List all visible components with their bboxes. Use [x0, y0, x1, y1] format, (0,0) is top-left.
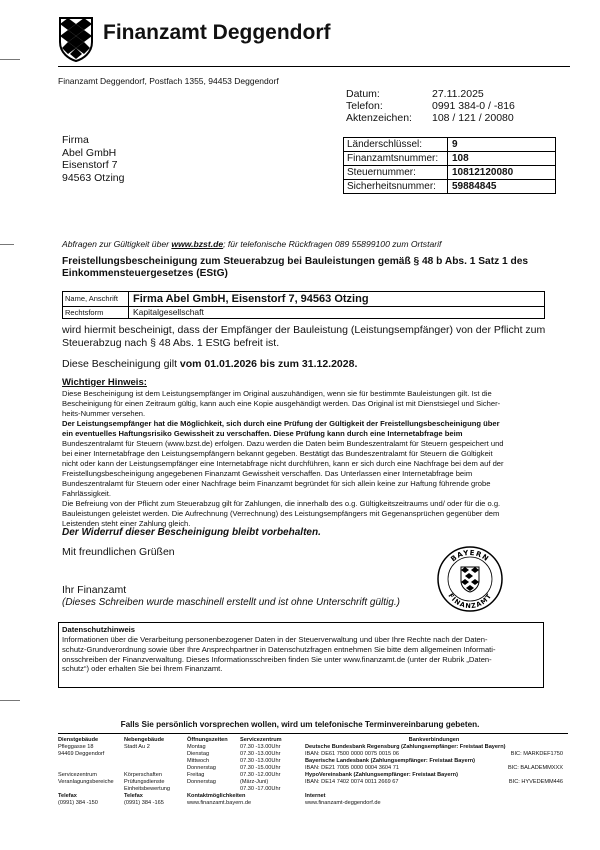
seal-bottom-text: FINANZAMT	[446, 591, 494, 611]
recipient-line: Firma	[62, 134, 89, 146]
footer-item: Telefax	[124, 793, 143, 799]
footer-item: Servicezentrum	[240, 737, 282, 743]
phone-value: 0991 384-0 / -816	[432, 100, 515, 112]
footer-item: Dienstag	[187, 751, 210, 757]
code-row	[344, 152, 555, 166]
legal-form-value: Kapitalgesellschaft	[133, 307, 204, 317]
footer-item: Einheitsbewertung	[124, 786, 171, 792]
validity-period	[62, 358, 357, 370]
footer-banks	[305, 744, 563, 807]
footer-item: 07.30 -12.00Uhr	[240, 772, 281, 778]
code-label: Sicherheitsnummer:	[344, 180, 448, 193]
footer-item: Montag	[187, 744, 206, 750]
validity-prefix: Diese Bescheinigung gilt	[62, 358, 180, 370]
code-value: 59884845	[452, 181, 497, 192]
privacy-line: Informationen über die Verarbeitung personenbezogener Daten in der Steuerverwaltung und über Ihre Rechte nach der Daten-	[62, 635, 488, 644]
code-label: Länderschlüssel:	[344, 138, 448, 151]
footer-item: Prüfungsdienste	[124, 779, 165, 785]
footer-service-hours	[240, 737, 302, 807]
bank-name: Deutsche Bundesbank Regensburg (Zahlungsempfänger: Freistaat Bayern)	[305, 744, 506, 750]
notice-line: Bescheinigung für einen Zeitraum gültig, kann auch eine Kopie ausgehändigt werden. Das Original ist mit Dienstsiegel und Sicher-	[62, 399, 501, 408]
notice-line: bei einer Internetabfrage den Leistungsempfängern bekannt gegeben. Bestätigt das Bundeszentralamt für Steuern die Gültigkeit	[62, 449, 493, 458]
notice-line: ein eventuelles Haftungsrisiko Gewissheit zu verschaffen. Diese Prüfung kann durch eine Internetabfrage beim	[62, 429, 463, 438]
bavarian-coat-of-arms-icon	[58, 16, 94, 62]
footer-item: Nebengebäude	[124, 737, 165, 743]
notice-line: Die Befreiung von der Pflicht zum Steuerabzug gilt für Zahlungen, die innerhalb des o.g. Gültigkeitszeitraums und/ oder für die o.g.	[62, 499, 501, 508]
internet-label: Internet	[305, 793, 326, 799]
footer-item: (0991) 384 -150	[58, 800, 98, 806]
footer-item: Kontaktmöglichkeiten	[187, 793, 246, 799]
bank-name: Bayerische Landesbank (Zahlungsempfänger: Freistaat Bayern)	[305, 758, 476, 764]
code-row	[344, 166, 555, 180]
footer-item: Mittwoch	[187, 758, 210, 764]
footer-item: (0991) 384 -165	[124, 800, 164, 806]
name-value: Firma Abel GmbH, Eisenstorf 7, 94563 Otzing	[133, 293, 369, 305]
note-suffix: ; für telefonische Rückfragen 089 55899100 zum Ortstarif	[223, 239, 442, 249]
notice-line: Bundeszentralamt für Steuern oder einer Nachfrage beim Finanzamt begründet für sich allein keine zur Haftung führende grobe	[62, 479, 491, 488]
date-label: Datum:	[346, 88, 380, 100]
notice-line: Leistenden steht einer Zahlung gleich.	[62, 519, 191, 528]
footer-item: 07.30 -13.00Uhr	[240, 758, 281, 764]
privacy-box	[58, 622, 544, 688]
reference-value: 108 / 121 / 20080	[432, 112, 514, 124]
footer-annex-building	[124, 737, 187, 807]
privacy-line: schutz“) oder erhalten Sie bei Ihrem Finanzamt.	[62, 664, 223, 674]
tax-codes-box	[343, 137, 556, 194]
footer-item: Pfleggasse 18	[58, 744, 94, 750]
footer-item: Donnerstag	[187, 779, 216, 785]
code-label: Finanzamtsnummer:	[344, 152, 448, 165]
footer-item: 07.30 -13.00Uhr	[240, 744, 281, 750]
signature-line: Ihr Finanzamt	[62, 584, 127, 596]
office-name: Finanzamt Deggendorf	[103, 21, 331, 44]
footer-item: Körperschaften	[124, 772, 162, 778]
validity-query-note	[62, 239, 441, 249]
reference-label: Aktenzeichen:	[346, 112, 412, 124]
return-address: Finanzamt Deggendorf, Postfach 1355, 94453 Deggendorf	[58, 76, 279, 86]
footer-item: 07.30 -17.00Uhr	[240, 786, 281, 792]
appointment-note: Falls Sie persönlich vorsprechen wollen, wird um telefonische Terminvereinbarung gebeten.	[120, 720, 480, 729]
footer-item: Servicezentrum	[58, 772, 97, 778]
code-value: 10812120080	[452, 167, 514, 178]
header-rule	[58, 66, 570, 67]
official-seal	[436, 545, 504, 613]
footer-item: (März-Juni)	[240, 779, 269, 785]
name-label: Name, Anschrift	[63, 292, 129, 306]
notice-text	[62, 389, 562, 529]
phone-label: Telefon:	[346, 100, 383, 112]
notice-line: Freistellungsbescheinigung angegebenen Finanzamt Gewissheit verschaffen. Das Unterlassen einer Internetabfrage beim	[62, 469, 473, 478]
statement-line: wird hiermit bescheinigt, dass der Empfänger der Bauleistung (Leistungsempfänger) von der Pflicht zum	[62, 324, 546, 336]
privacy-line: schutz-Grundverordnung sowie über Ihre Ansprechpartner in Datenschutzfragen entnehmen Sie bitte dem allgemeinen Informati-	[62, 644, 496, 654]
certificate-title	[62, 256, 557, 280]
title-line: Einkommensteuergesetzes (EStG)	[62, 268, 228, 279]
footer-item: Öffnungszeiten	[187, 737, 228, 743]
code-value: 108	[452, 153, 469, 164]
footer-opening-days	[187, 737, 252, 807]
recipient-line: Abel GmbH	[62, 146, 117, 159]
notice-line: nicht oder kann der Leistungsempfänger eine Internetabfrage nicht durchführen, kann er sich durch eine Nachfrage bei dem auf der	[62, 459, 504, 468]
bank-account: IBAN: DE21 7005 0000 0004 3604 71 BIC: BALADEMMXXX	[305, 765, 563, 771]
code-row	[344, 180, 555, 193]
privacy-text	[62, 635, 496, 674]
notice-line: Der Leistungsempfänger hat die Möglichkeit, sich durch eine Prüfung der Gültigkeit der Freistellungsbescheinigung über	[62, 419, 500, 428]
notice-line: Fahrlässigkeit.	[62, 489, 111, 498]
privacy-line: onsschreiben der Finanzverwaltung. Dieses Informationsschreiben finden Sie unter www.finanzamt.de (unter der Rubrik „Daten-	[62, 654, 492, 664]
code-label: Steuernummer:	[344, 166, 448, 179]
notice-line: heits-Nummer versehen.	[62, 409, 146, 418]
footer-item: Veranlagungsbereiche	[58, 779, 114, 785]
notice-line: Bundeszentralamt für Steuern (www.bzst.de) erfolgen. Dazu werden die Daten beim Bundeszentralamt für Steuern gespeichert und	[62, 439, 504, 448]
info-values	[432, 88, 515, 124]
footer-item: 94469 Deggendorf	[58, 751, 105, 757]
legal-form-label: Rechtsform	[63, 307, 129, 318]
seal-shield-icon	[461, 567, 479, 592]
seal-top-text: BAYERN	[449, 548, 491, 564]
company-row	[63, 307, 544, 318]
greeting: Mit freundlichen Grüßen	[62, 546, 175, 558]
footer-main-building	[58, 737, 124, 807]
fold-mark	[0, 700, 20, 701]
recipient-address	[62, 134, 124, 184]
company-row	[63, 292, 544, 307]
footer-item: Telefax	[58, 793, 77, 799]
statement-line: Steuerabzug nach § 48 Abs. 1 EStG befreit ist.	[62, 336, 280, 349]
footer-item: Dienstgebäude	[58, 737, 99, 743]
machine-notice: (Dieses Schreiben wurde maschinell erstellt und ist ohne Unterschrift gültig.)	[62, 597, 400, 608]
exemption-statement	[62, 324, 545, 349]
fold-mark	[0, 244, 14, 245]
notice-line: Bauleistungen geleistet werden. Die Aufrechnung (Verrechnung) des Leistungsempfängers mit Gegenansprüchen gegenüber dem	[62, 509, 500, 518]
footer-item: Freitag	[187, 772, 205, 778]
date-value: 27.11.2025	[432, 88, 484, 100]
bank-name: HypoVereinsbank (Zahlungsempfänger: Freistaat Bayern)	[305, 772, 458, 778]
code-row	[344, 138, 555, 152]
privacy-heading: Datenschutzhinweis	[62, 625, 135, 634]
banks-heading: Bankverbindungen	[408, 737, 460, 743]
recipient-line: 94563 Otzing	[62, 171, 125, 184]
footer-item: 07.30 -13.00Uhr	[240, 751, 281, 757]
company-table	[62, 291, 545, 319]
notice-heading: Wichtiger Hinweis:	[62, 377, 147, 388]
footer-item: Stadt Au 2	[124, 744, 150, 750]
title-line: Freistellungsbescheinigung zum Steuerabzug bei Bauleistungen gemäß § 48 b Abs. 1 Satz 1 des	[62, 256, 529, 267]
website-link[interactable]: www.finanzamt-deggendorf.de	[305, 800, 381, 806]
code-value: 9	[452, 139, 458, 150]
bank-account: IBAN: DE14 7402 0074 0011 2669 67 BIC: HYVEDEMM446	[305, 779, 563, 785]
fold-mark	[0, 59, 20, 60]
notice-line: Diese Bescheinigung ist dem Leistungsempfänger im Original auszuhändigen, wenn sie für bestimmte Bauleistungen gilt. Ist die	[62, 389, 492, 398]
footer-item: 07.30 -15.00Uhr	[240, 765, 281, 771]
footer-rule	[58, 733, 568, 734]
bzst-link[interactable]: www.bzst.de	[171, 239, 224, 249]
info-labels	[346, 88, 412, 124]
withdrawal-reservation: Der Widerruf dieser Bescheinigung bleibt vorbehalten.	[62, 527, 321, 538]
footer-item: Donnerstag	[187, 765, 216, 771]
bank-account: IBAN: DE61 7500 0000 0075 0015 06 BIC: MARKDEF1750	[305, 751, 563, 757]
footer-link[interactable]: www.finanzamt.bayern.de	[187, 800, 252, 806]
note-prefix: Abfragen zur Gültigkeit über	[62, 239, 172, 249]
recipient-line: Eisenstorf 7	[62, 159, 118, 171]
validity-dates: vom 01.01.2026 bis zum 31.12.2028.	[179, 358, 358, 370]
